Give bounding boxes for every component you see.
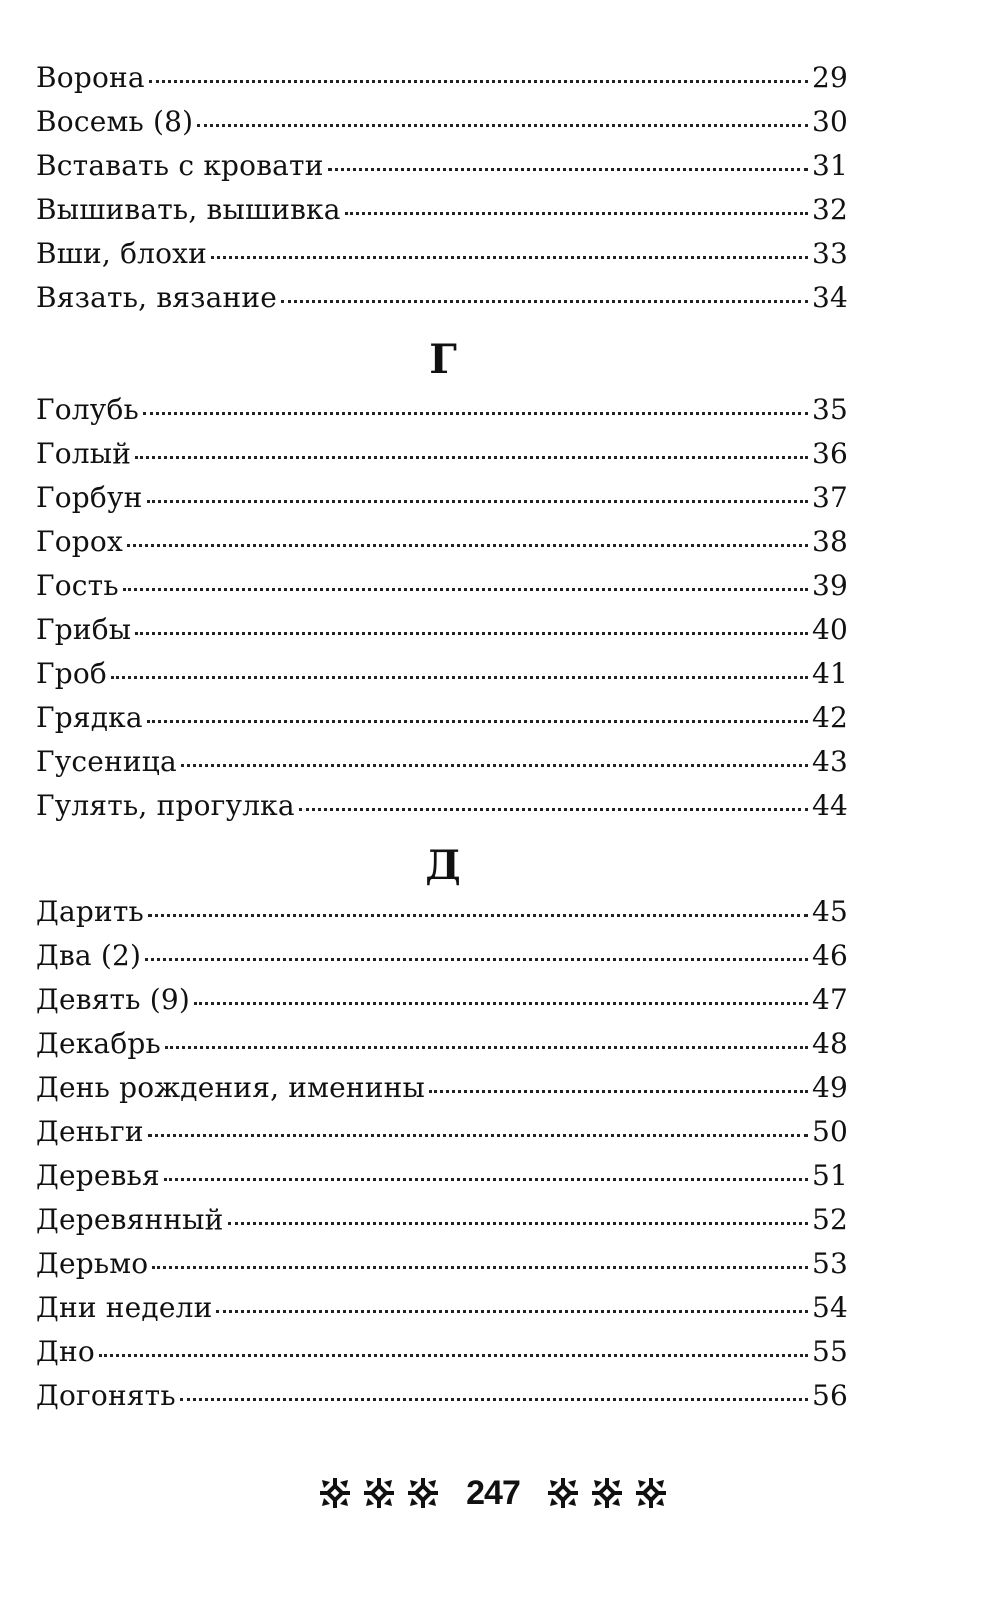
entry-page-number: 50	[811, 1115, 848, 1148]
entry-page-number: 39	[811, 569, 848, 602]
entry-term: Деревянный	[36, 1203, 224, 1236]
dot-leader	[147, 719, 808, 723]
snowflake-ornament-icon	[546, 1476, 580, 1510]
index-entry	[36, 890, 848, 934]
index-entry	[36, 1154, 848, 1198]
entry-term: Гусеница	[36, 745, 177, 778]
index-entry	[36, 432, 848, 476]
page-footer	[0, 1468, 986, 1518]
snowflake-ornament-icon	[406, 1476, 440, 1510]
dot-leader	[148, 1133, 808, 1137]
snowflake-ornament-icon	[362, 1476, 396, 1510]
entry-page-number: 29	[811, 61, 848, 94]
entry-term: Дни недели	[36, 1291, 213, 1324]
entry-term: Вязать, вязание	[36, 281, 278, 314]
index-entry	[36, 1066, 848, 1110]
entry-page-number: 31	[811, 149, 848, 182]
entry-page-number: 33	[811, 237, 848, 270]
index-entry	[36, 784, 848, 828]
entry-page-number: 46	[811, 939, 848, 972]
entry-page-number: 40	[811, 613, 848, 646]
dot-leader	[328, 167, 808, 171]
entry-page-number: 56	[811, 1379, 848, 1412]
entry-term: Грядка	[36, 701, 143, 734]
entry-term: Дарить	[36, 895, 144, 928]
entry-term: День рождения, именины	[36, 1071, 425, 1104]
entry-page-number: 53	[811, 1247, 848, 1280]
index-entry	[36, 476, 848, 520]
dot-leader	[180, 1397, 808, 1401]
dot-leader	[197, 123, 808, 127]
entry-page-number: 51	[811, 1159, 848, 1192]
index-entry	[36, 144, 848, 188]
entry-term: Вши, блохи	[36, 237, 208, 270]
snowflake-ornament-icon	[318, 1476, 352, 1510]
index-entry	[36, 388, 848, 432]
entry-page-number: 47	[811, 983, 848, 1016]
dot-leader	[135, 631, 808, 635]
index-entry	[36, 608, 848, 652]
index-entry	[36, 1022, 848, 1066]
entry-page-number: 38	[811, 525, 848, 558]
dot-leader	[164, 1177, 808, 1181]
dot-leader	[143, 411, 808, 415]
index-entry	[36, 978, 848, 1022]
index-entry	[36, 232, 848, 276]
entry-page-number: 36	[811, 437, 848, 470]
section-letter-heading: Г	[429, 336, 457, 383]
dot-leader	[99, 1353, 808, 1357]
entry-term: Догонять	[36, 1379, 176, 1412]
entry-term: Девять (9)	[36, 983, 191, 1016]
entry-page-number: 35	[811, 393, 848, 426]
snowflake-ornament-icon	[590, 1476, 624, 1510]
dot-leader	[216, 1309, 807, 1313]
entry-page-number: 32	[811, 193, 848, 226]
dot-leader	[135, 455, 808, 459]
index-entry	[36, 1374, 848, 1418]
index-entry	[36, 276, 848, 320]
dot-leader	[281, 299, 808, 303]
entry-page-number: 30	[811, 105, 848, 138]
index-entry	[36, 520, 848, 564]
entry-term: Вышивать, вышивка	[36, 193, 341, 226]
entry-page-number: 34	[811, 281, 848, 314]
dot-leader	[228, 1221, 808, 1225]
entry-term: Восемь (8)	[36, 105, 194, 138]
entry-term: Вставать с кровати	[36, 149, 324, 182]
dot-leader	[127, 543, 808, 547]
entry-page-number: 42	[811, 701, 848, 734]
dot-leader	[149, 79, 808, 83]
entry-term: Два (2)	[36, 939, 142, 972]
entry-term: Гулять, прогулка	[36, 789, 295, 822]
entry-term: Грибы	[36, 613, 132, 646]
index-entry	[36, 652, 848, 696]
index-entry	[36, 188, 848, 232]
entry-page-number: 48	[811, 1027, 848, 1060]
dot-leader	[429, 1089, 808, 1093]
index-entry	[36, 1286, 848, 1330]
entry-term: Горох	[36, 525, 123, 558]
dot-leader	[194, 1001, 808, 1005]
entry-term: Декабрь	[36, 1027, 161, 1060]
entry-page-number: 43	[811, 745, 848, 778]
index-entry	[36, 696, 848, 740]
dot-leader	[147, 499, 808, 503]
index-entry	[36, 100, 848, 144]
entry-term: Деревья	[36, 1159, 160, 1192]
index-entry	[36, 740, 848, 784]
dot-leader	[148, 913, 808, 917]
dot-leader	[165, 1045, 808, 1049]
index-entry	[36, 1242, 848, 1286]
page-number: 247	[466, 1473, 520, 1512]
entry-term: Дерьмо	[36, 1247, 149, 1280]
entry-term: Гость	[36, 569, 119, 602]
dot-leader	[299, 807, 808, 811]
dot-leader	[152, 1265, 808, 1269]
entry-page-number: 52	[811, 1203, 848, 1236]
index-entry	[36, 1198, 848, 1242]
dot-leader	[211, 255, 808, 259]
dot-leader	[345, 211, 808, 215]
entry-page-number: 37	[811, 481, 848, 514]
entry-term: Ворона	[36, 61, 145, 94]
entry-term: Деньги	[36, 1115, 144, 1148]
entry-page-number: 55	[811, 1335, 848, 1368]
dot-leader	[181, 763, 808, 767]
snowflake-ornament-icon	[634, 1476, 668, 1510]
entry-page-number: 45	[811, 895, 848, 928]
entry-page-number: 54	[811, 1291, 848, 1324]
section-letter-heading: Д	[425, 842, 461, 889]
entry-page-number: 49	[811, 1071, 848, 1104]
entry-term: Голубь	[36, 393, 139, 426]
entry-page-number: 44	[811, 789, 848, 822]
index-entry	[36, 1110, 848, 1154]
dot-leader	[111, 675, 808, 679]
index-entry	[36, 56, 848, 100]
index-entry	[36, 564, 848, 608]
entry-term: Дно	[36, 1335, 95, 1368]
entry-term: Голый	[36, 437, 132, 470]
entry-term: Горбун	[36, 481, 143, 514]
dot-leader	[145, 957, 808, 961]
dot-leader	[123, 587, 808, 591]
index-entry	[36, 934, 848, 978]
entry-term: Гроб	[36, 657, 107, 690]
entry-page-number: 41	[811, 657, 848, 690]
index-entry	[36, 1330, 848, 1374]
